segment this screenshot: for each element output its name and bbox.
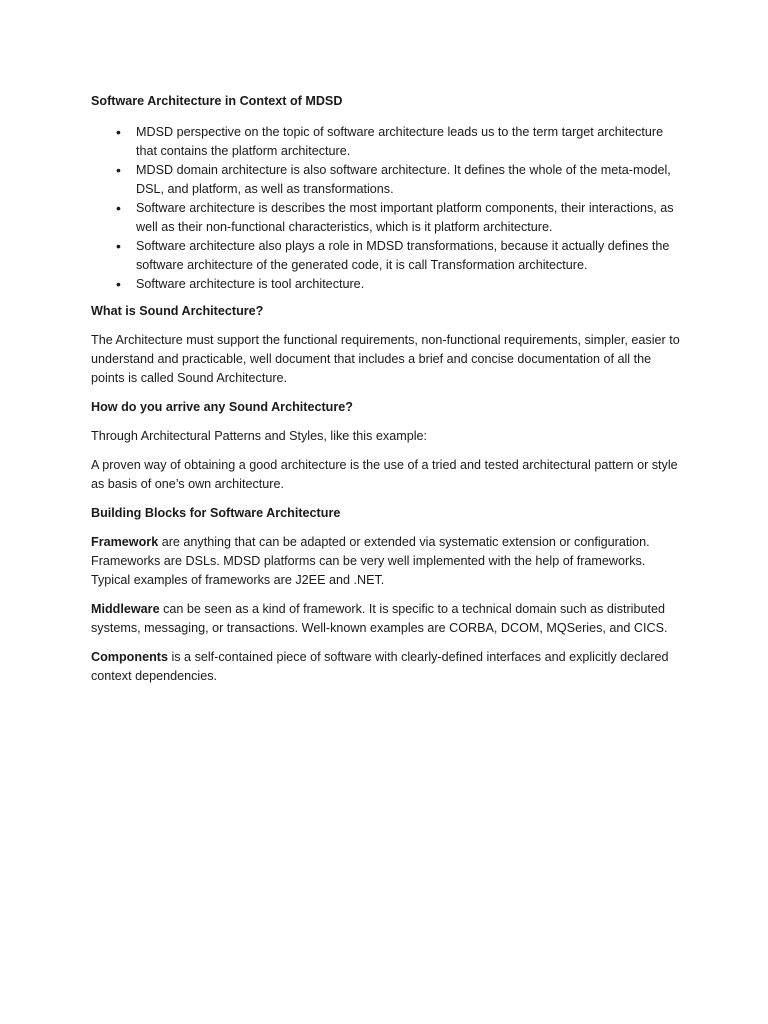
middleware-term: Middleware (91, 602, 160, 616)
list-item (91, 161, 681, 199)
list-item-text: MDSD domain architecture is also software architecture. It defines the whole of the meta-model, DSL, and platform, as well as transformations. (136, 163, 671, 196)
middleware-paragraph (91, 600, 681, 638)
list-item (91, 275, 681, 294)
building-blocks-heading: Building Blocks for Software Architecture (91, 506, 341, 520)
components-term: Components (91, 650, 168, 664)
middleware-definition: can be seen as a kind of framework. It is specific to a technical domain such as distributed systems, messaging, or transactions. Well-known examples are CORBA, DCOM, MQSeries, and CICS. (91, 602, 668, 635)
components-paragraph (91, 648, 681, 686)
list-item (91, 199, 681, 237)
bullet-icon: • (116, 124, 121, 140)
arrive-paragraph-proven-way: A proven way of obtaining a good architecture is the use of a tried and tested architectural pattern or style as basis of one’s own architecture. (91, 458, 678, 491)
list-item-text: Software architecture also plays a role in MDSD transformations, because it actually defines the software architecture of the generated code, it is call Transformation architecture. (136, 239, 670, 272)
sound-architecture-paragraph: The Architecture must support the functional requirements, non-functional requirements, simpler, easier to understand and practicable, well document that includes a brief and concise documentation of all the points is called Sound Architecture. (91, 333, 680, 385)
arrive-paragraph-patterns: Through Architectural Patterns and Styles, like this example: (91, 429, 427, 443)
bullet-icon: • (116, 162, 121, 178)
bullet-icon: • (116, 200, 121, 216)
arrive-heading: How do you arrive any Sound Architecture? (91, 400, 353, 414)
document-title: Software Architecture in Context of MDSD (91, 94, 343, 108)
sound-architecture-heading: What is Sound Architecture? (91, 304, 264, 318)
framework-paragraph (91, 533, 681, 590)
list-item (91, 123, 681, 161)
list-item (91, 237, 681, 275)
document-body (91, 92, 681, 696)
framework-term: Framework (91, 535, 159, 549)
list-item-text: MDSD perspective on the topic of software architecture leads us to the term target architecture that contains the platform architecture. (136, 125, 664, 158)
bullet-icon: • (116, 238, 121, 254)
list-item-text: Software architecture is tool architecture. (136, 277, 365, 291)
list-item-text: Software architecture is describes the most important platform components, their interactions, as well as their non-functional characteristics, which is it platform architecture. (136, 201, 674, 234)
bullet-icon: • (116, 276, 121, 292)
architecture-bullet-list (91, 123, 681, 294)
framework-definition: are anything that can be adapted or extended via systematic extension or configuration. Frameworks are DSLs. MDSD platforms can be very well implemented with the help of frameworks. Typical examples of frameworks are J2EE and .NET. (91, 535, 650, 587)
components-definition: is a self-contained piece of software with clearly-defined interfaces and explicitly declared context dependencies. (91, 650, 669, 683)
